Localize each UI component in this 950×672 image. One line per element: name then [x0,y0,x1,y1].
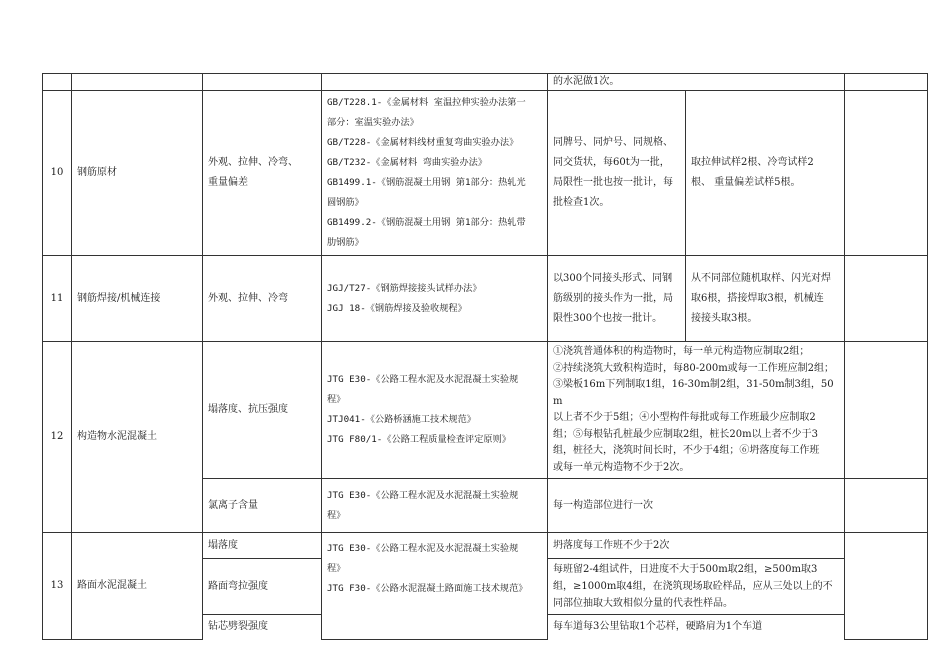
frequency-line: 每班留2-4组试件，日进度不大于500m取2组，≥500m取3 [553,564,818,575]
test-items: 塌落度 [203,533,322,559]
standard-line: JTG E30-《公路工程水泥及水泥混凝土实验规 [327,543,519,554]
frequency-line: 限性300个也按一批计。 [553,312,663,324]
standard-line: GB1499.2-《钢筋混凝土用钢 第1部分：热轧带 [327,217,526,228]
sampling-frequency [548,559,845,615]
table-row-continued [43,74,928,91]
cell-remark [845,256,928,342]
sampling-frequency: 每一构造部位进行一次 [548,479,845,533]
material-name: 钢筋焊接/机械连接 [72,256,203,342]
standards-list [322,256,548,342]
standard-line: JGJ/T27-《钢筋焊接接头试样办法》 [327,282,482,294]
material-name: 路面水泥混凝土 [72,533,203,640]
sampling-method [686,91,845,256]
sampling-line: 取拉伸试样2根、冷弯试样2 [691,157,814,168]
frequency-line: 批检查1次。 [553,197,610,208]
sampling-line: 根、 重量偏差试样5根。 [691,177,801,188]
frequency-line: ①浇筑普通体积的构造物时，每一单元构造物应制取2组； [553,346,810,357]
cell-remark [845,533,928,640]
frequency-line: ②持续浇筑大致积构造时，每80-200m或每一工作班应制2组； [553,362,835,374]
sampling-line: 从不同部位随机取样、闪光对焊 [691,272,831,284]
frequency-line: 局限性一批也按一批计，每 [553,177,673,188]
sampling-method [686,256,845,342]
frequency-line: 组，桩径大，浇筑时间长时，不少于4组；⑥坍落度每工作班 [553,445,820,456]
standards-list [322,342,548,479]
test-items: 塌落度、抗压强度 [203,342,322,479]
test-item-line: 重量偏差 [208,177,248,188]
cell-remark [845,91,928,256]
standard-line: GB/T228.1-《金属材料 室温拉伸实验办法第一 [327,97,526,108]
row-number: 12 [43,342,72,533]
material-name: 钢筋原材 [72,91,203,256]
cell-standard [322,74,548,91]
sampling-frequency: 坍落度每工作班不少于2次 [548,533,845,559]
row-number: 11 [43,256,72,342]
table-row-11 [43,256,928,342]
table-row-12 [43,342,928,479]
frequency-line: 组，≥1000m取4组，在浇筑现场取砼样品，应从三处以上的不 [553,581,833,592]
standard-line: GB/T232-《金属材料 弯曲实验办法》 [327,157,488,168]
cell-no [43,74,72,91]
sampling-line: 接接头取3根。 [691,312,758,324]
standard-line: JTG F80/1-《公路工程质量检查评定原则》 [327,434,511,445]
frequency-line: 以300个同接头形式、同钢 [553,272,673,284]
row-number: 13 [43,533,72,640]
test-item-line: 外观、拉伸、冷弯、 [208,157,298,168]
frequency-line: 组；⑤每根钻孔桩最少应制取2组，桩长20m以上者不少于3 [553,428,818,440]
standards-list [322,479,548,533]
standard-line: JTG E30-《公路工程水泥及水泥混凝土实验规 [327,374,519,385]
standards-list [322,533,548,640]
standard-line: 部分：室温实验办法》 [327,117,419,128]
sampling-frequency: 每车道每3公里钻取1个芯样，硬路肩为1个车道 [548,615,845,640]
standard-line: 肋钢筋》 [327,237,364,248]
standard-line: GB1499.1-《钢筋混凝土用钢 第1部分：热轧光 [327,177,526,188]
standard-line: 程》 [327,509,346,521]
frequency-line: 以上者不少于5组；④小型构件每批或每工作班最少应制取2 [553,412,816,423]
standard-line: 圆钢筋》 [327,197,364,208]
standard-line: GB/T228-《金属材料线材重复弯曲实验办法》 [327,137,519,148]
frequency-line: 同交货状，每60t为一批， [553,157,670,168]
test-items: 路面弯拉强度 [203,559,322,615]
standard-line: JTJ041-《公路桥涵施工技术规范》 [327,414,476,425]
sampling-line: 取6根，搭接焊取3根，机械连 [691,292,824,304]
material-name: 构造物水泥混凝土 [72,342,203,533]
standard-line: JGJ 18-《钢筋焊接及验收规程》 [327,302,467,314]
standard-line: 程》 [327,394,346,405]
frequency-line: ③梁板16m下列制取1组，16-30m制2组，31-50m制3组，50m [553,379,834,407]
table-row-13 [43,533,928,559]
test-items [203,91,322,256]
sampling-frequency [548,342,845,479]
frequency-line: 同牌号、同炉号、同规格、 [553,137,673,148]
cell-remark [845,74,928,91]
cell-material [72,74,203,91]
test-items: 钻芯劈裂强度 [203,615,322,640]
standard-line: JTG F30-《公路水泥混凝土路面施工技术规范》 [327,583,528,594]
sampling-frequency [548,91,686,256]
cell-frequency: 的水泥做1次。 [548,74,845,91]
frequency-line: 或每一单元构造物不少于2次。 [553,461,690,473]
sampling-frequency [548,256,686,342]
cell-item [203,74,322,91]
cell-remark [845,479,928,533]
test-items: 外观、拉伸、冷弯 [203,256,322,342]
standard-line: JTG E30-《公路工程水泥及水泥混凝土实验规 [327,489,519,501]
test-items: 氯离子含量 [203,479,322,533]
table-row-10 [43,91,928,256]
standards-list [322,91,548,256]
inspection-table [42,73,928,640]
row-number: 10 [43,91,72,256]
standard-line: 程》 [327,563,346,574]
cell-remark [845,342,928,479]
frequency-line: 同部位抽取大致相似分量的代表性样品。 [553,598,733,609]
frequency-line: 筋级别的接头作为一批，局 [553,292,673,304]
